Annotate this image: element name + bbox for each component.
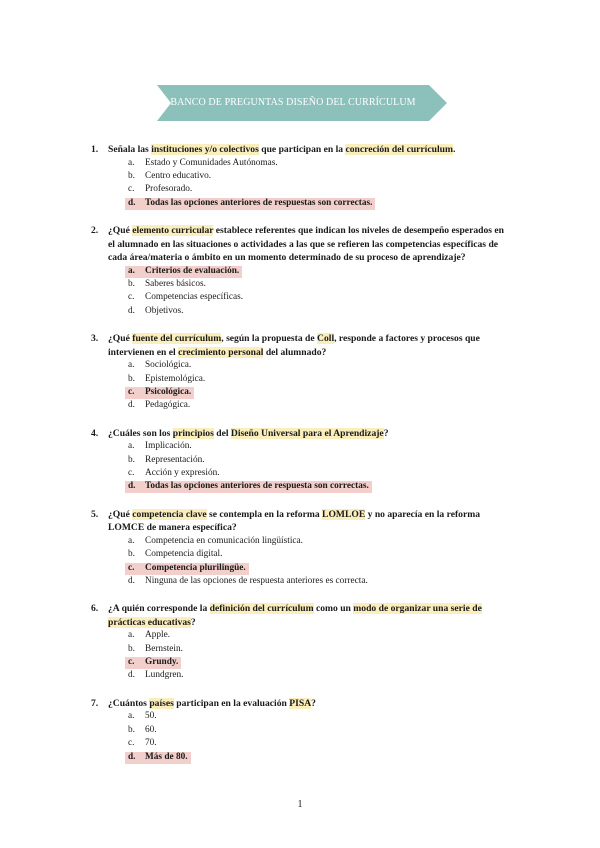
question-text-segment: ¿Qué xyxy=(108,225,133,237)
option-letter: c. xyxy=(128,467,135,478)
option-letter: d. xyxy=(128,197,136,208)
question-text-segment: ¿Qué xyxy=(108,508,133,520)
answer-option-correct xyxy=(0,386,600,399)
option-text: Estado y Comunidades Autónomas. xyxy=(145,157,278,168)
question-number: 5. xyxy=(91,508,99,520)
option-text: Competencia digital. xyxy=(145,549,223,560)
question-text xyxy=(108,224,513,265)
highlighted-term: definición del currículum xyxy=(209,603,314,615)
option-letter: b. xyxy=(128,170,135,181)
option-letter: d. xyxy=(128,751,136,762)
option-letter: a. xyxy=(128,711,135,722)
answer-options xyxy=(0,359,600,413)
highlighted-term: fuente del currículum xyxy=(132,333,222,345)
option-text: Saberes básicos. xyxy=(145,278,206,289)
highlighted-term: competencia clave xyxy=(132,508,207,520)
option-text: Más de 80. xyxy=(145,751,188,762)
option-letter: c. xyxy=(128,657,135,668)
answer-option xyxy=(0,575,600,588)
option-letter: a. xyxy=(128,630,135,641)
option-letter: d. xyxy=(128,670,135,681)
question-text-segment: ¿Cuáles son los xyxy=(108,427,173,439)
answer-option xyxy=(0,710,600,723)
highlighted-term: instituciones y/o colectivos xyxy=(151,144,259,155)
highlighted-term: crecimiento personal xyxy=(178,346,264,358)
question-text-segment: ? xyxy=(311,697,316,709)
option-text: Pedagógica. xyxy=(145,400,191,411)
option-letter: a. xyxy=(128,360,135,371)
option-letter: d. xyxy=(128,575,135,586)
answer-options xyxy=(0,535,600,589)
question-text-segment: ? xyxy=(190,616,196,628)
option-letter: a. xyxy=(128,441,135,452)
question-text-segment: del xyxy=(213,427,231,439)
option-text: Implicación. xyxy=(145,441,192,452)
option-letter: d. xyxy=(128,481,136,492)
question-text-segment: , según la propuesta de xyxy=(221,333,318,345)
question-text xyxy=(108,427,513,441)
answer-options xyxy=(0,440,600,494)
option-text: Epistemológica. xyxy=(145,373,206,384)
option-text: Todas las opciones anteriores de respuestas son correctas. xyxy=(145,197,373,208)
answer-option-correct xyxy=(0,656,600,669)
question-number: 6. xyxy=(91,603,99,615)
answer-option xyxy=(0,278,600,291)
answer-option xyxy=(0,373,600,386)
answer-options xyxy=(0,157,600,211)
answer-option xyxy=(0,669,600,682)
option-letter: b. xyxy=(128,724,135,735)
highlighted-term: LOMLOE xyxy=(322,508,366,520)
option-text: 60. xyxy=(145,724,157,735)
option-text: 50. xyxy=(145,711,157,722)
title-banner xyxy=(157,85,447,121)
question-text-segment: . xyxy=(452,144,456,155)
answer-option xyxy=(0,643,600,656)
question-number: 1. xyxy=(91,144,99,155)
question-text xyxy=(108,508,513,535)
option-letter: b. xyxy=(128,373,135,384)
answer-option-correct xyxy=(0,265,600,278)
answer-option xyxy=(0,305,600,318)
answer-option xyxy=(0,440,600,453)
answer-options xyxy=(0,710,600,764)
question-1 xyxy=(0,143,600,210)
option-text: Competencia plurilingüe. xyxy=(145,562,246,573)
question-text xyxy=(108,697,513,711)
option-letter: b. xyxy=(128,278,135,289)
option-letter: c. xyxy=(128,738,135,749)
highlighted-term: países xyxy=(149,697,174,709)
option-text: Grundy. xyxy=(145,657,179,668)
option-letter: a. xyxy=(128,157,135,168)
question-text-segment: ¿Qué xyxy=(108,333,133,345)
answer-option xyxy=(0,359,600,372)
question-text-segment: como un xyxy=(313,603,354,615)
banner-title: BANCO DE PREGUNTAS DISEÑO DEL CURRÍCULUM xyxy=(170,97,416,108)
option-letter: c. xyxy=(128,292,135,303)
option-letter: c. xyxy=(128,562,135,573)
question-text-segment: ? xyxy=(383,427,389,439)
answer-option xyxy=(0,170,600,183)
question-text xyxy=(108,602,513,629)
highlighted-term: elemento curricular xyxy=(132,225,214,237)
highlighted-term: Coll xyxy=(317,333,335,345)
option-text: Bernstein. xyxy=(145,643,183,654)
answer-option xyxy=(0,399,600,412)
answer-option xyxy=(0,291,600,304)
question-text-segment: , responde a factores y procesos que intervienen en el xyxy=(108,333,480,358)
question-text-segment: ¿A quién corresponde la xyxy=(108,603,210,615)
option-text: Representación. xyxy=(145,454,205,465)
option-text: Acción y expresión. xyxy=(145,467,220,478)
question-text-segment: ¿Cuántos xyxy=(108,697,150,709)
highlighted-term: modo de organizar una serie de prácticas educativas xyxy=(108,603,482,628)
question-6 xyxy=(0,602,600,683)
answer-option-correct xyxy=(0,751,600,764)
option-text: Ninguna de las opciones de respuesta anteriores es correcta. xyxy=(145,575,368,586)
question-number: 7. xyxy=(91,697,99,709)
answer-option xyxy=(0,454,600,467)
question-number: 4. xyxy=(91,427,99,439)
option-text: Competencias específicas. xyxy=(145,292,244,303)
answer-option xyxy=(0,467,600,480)
option-letter: d. xyxy=(128,305,135,316)
option-text: 70. xyxy=(145,738,157,749)
option-text: Lundgren. xyxy=(145,670,184,681)
question-text-segment: Señala las xyxy=(108,144,152,155)
option-letter: b. xyxy=(128,643,135,654)
question-text-segment: del alumnado? xyxy=(263,346,327,358)
option-text: Profesorado. xyxy=(145,184,193,195)
question-7 xyxy=(0,697,600,764)
option-letter: d. xyxy=(128,400,135,411)
question-number: 3. xyxy=(91,333,99,345)
highlighted-term: Diseño Universal para el Aprendizaje xyxy=(230,427,384,439)
option-text: Criterios de evaluación. xyxy=(145,265,240,276)
option-text: Objetivos. xyxy=(145,305,184,316)
question-2 xyxy=(0,224,600,318)
option-text: Centro educativo. xyxy=(145,170,212,181)
answer-option xyxy=(0,629,600,642)
option-text: Sociológica. xyxy=(145,360,192,371)
question-3 xyxy=(0,332,600,413)
option-text: Todas las opciones anteriores de respuesta son correctas. xyxy=(145,481,369,492)
option-letter: b. xyxy=(128,454,135,465)
answer-option-correct xyxy=(0,562,600,575)
answer-option xyxy=(0,548,600,561)
option-text: Psicológica. xyxy=(145,386,192,397)
answer-option xyxy=(0,157,600,170)
question-text xyxy=(108,332,513,359)
option-text: Apple. xyxy=(145,630,171,641)
option-letter: a. xyxy=(128,265,135,276)
question-text xyxy=(108,143,513,157)
question-text-segment: establece referentes que indican los niveles de desempeño esperados en el alumnado en las situaciones o actividades a las que se refieren las competencias específicas de cada área/materia o ámbito en un momento determinado de su proceso de aprendizaje? xyxy=(108,225,504,264)
option-letter: c. xyxy=(128,184,135,195)
question-text-segment: y no aparecía en la reforma LOMCE de manera específica? xyxy=(108,508,480,534)
question-text-segment: que participan en la xyxy=(258,144,346,155)
option-letter: c. xyxy=(128,386,135,397)
question-4 xyxy=(0,427,600,494)
answer-option xyxy=(0,535,600,548)
highlighted-term: principios xyxy=(172,427,214,439)
option-letter: b. xyxy=(128,549,135,560)
question-number: 2. xyxy=(91,225,99,237)
answer-option xyxy=(0,737,600,750)
answer-option xyxy=(0,183,600,196)
answer-option-correct xyxy=(0,197,600,210)
answer-option xyxy=(0,724,600,737)
answer-options xyxy=(0,265,600,319)
answer-options xyxy=(0,629,600,683)
option-text: Competencia en comunicación lingüística. xyxy=(145,535,303,546)
answer-option-correct xyxy=(0,480,600,493)
highlighted-term: concreción del currículum xyxy=(345,144,453,155)
question-text-segment: se contempla en la reforma xyxy=(206,508,323,520)
question-5 xyxy=(0,508,600,589)
question-list xyxy=(0,143,600,778)
page-number: 1 xyxy=(297,799,303,810)
option-letter: a. xyxy=(128,535,135,546)
question-text-segment: participan en la evaluación xyxy=(173,697,290,709)
highlighted-term: PISA xyxy=(289,697,312,709)
